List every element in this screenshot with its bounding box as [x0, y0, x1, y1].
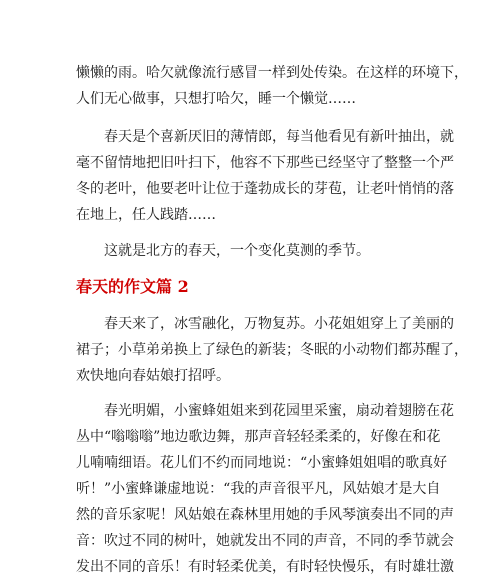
section-heading: 春天的作文篇 2 — [76, 277, 189, 296]
text-line: 丛中“嗡嗡嗡”地边歌边舞，那声音轻轻柔柔的，好像在和花 — [76, 429, 441, 445]
text-line: 裙子；小草弟弟换上了绿色的新装；冬眠的小动物们都苏醒了， — [76, 342, 468, 358]
paragraph-1 — [76, 60, 468, 112]
text-line: 毫不留情地把旧叶扫下，他容不下那些已经坚守了整整一个严 — [76, 155, 454, 171]
text-line: 在地上，任人践踏…… — [76, 207, 216, 223]
text-line: 春天是个喜新厌旧的薄情郎，每当他看见有新叶抽出，就 — [76, 129, 454, 145]
text-line: 欢快地向春姑娘打招呼。 — [76, 368, 230, 384]
text-line: 懒懒的雨。哈欠就像流行感冒一样到处传染。在这样的环境下， — [76, 65, 468, 81]
text-line: 发出不同的音乐！有时轻柔优美，有时轻快慢乐，有时雄壮激 — [76, 559, 454, 575]
text-line: 儿喃喃细语。花儿们不约而同地说：“小蜜蜂姐姐唱的歌真好 — [76, 455, 448, 471]
paragraph-4 — [76, 311, 468, 389]
text-line: 春光明媚，小蜜蜂姐姐来到花园里采蜜，扇动着翅膀在花 — [76, 403, 454, 419]
paragraph-2 — [76, 124, 454, 228]
text-line: 听！”小蜜蜂谦虚地说：“我的声音很平凡，风姑娘才是大自 — [76, 481, 441, 497]
text-line: 这就是北方的春天，一个变化莫测的季节。 — [76, 243, 370, 259]
text-line: 然的音乐家呢！风姑娘在森林里用她的手风琴演奏出不同的声 — [76, 507, 454, 523]
paragraph-3 — [76, 238, 422, 264]
paragraph-5 — [76, 398, 454, 580]
text-line: 人们无心做事，只想打哈欠，睡一个懒觉…… — [76, 91, 356, 107]
text-line: 音：吹过不同的树叶，她就发出不同的声音，不同的季节就会 — [76, 533, 454, 549]
text-line: 春天来了，冰雪融化，万物复苏。小花姐姐穿上了美丽的 — [76, 316, 454, 332]
text-line: 冬的老叶，他要老叶让位于蓬勃成长的芽苞，让老叶悄悄的落 — [76, 181, 454, 197]
